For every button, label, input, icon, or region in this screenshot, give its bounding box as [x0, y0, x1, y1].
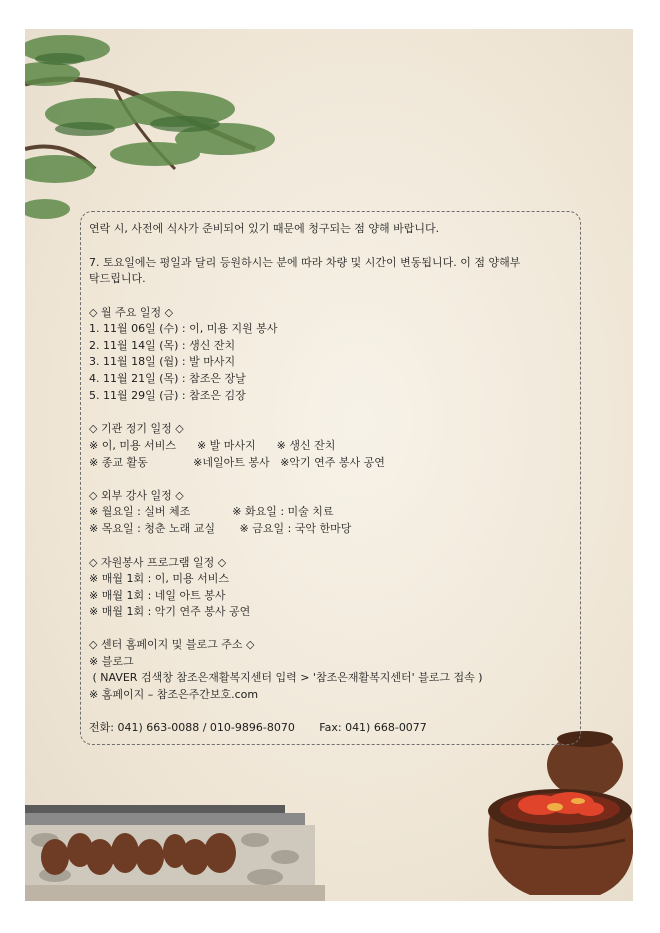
- external-row: ※ 월요일 : 실버 체조 ※ 화요일 : 미술 치료: [89, 505, 334, 518]
- schedule-box: [80, 211, 581, 745]
- agency-title: ◇ 기관 정기 일정 ◇: [89, 422, 184, 435]
- site-title: ◇ 센터 홈페이지 및 블로그 주소 ◇: [89, 638, 255, 651]
- blog-detail: ( NAVER 검색창 참조은재활복지센터 입력 > '참조은재활복지센터' 블로그 접속 ): [89, 671, 483, 684]
- volunteer-item: ※ 매월 1회 : 악기 연주 봉사 공연: [89, 605, 251, 618]
- external-row: ※ 목요일 : 청춘 노래 교실 ※ 금요일 : 국악 한마당: [89, 522, 352, 535]
- pine-tree-illustration: [25, 29, 285, 229]
- monthly-item: 2. 11월 14일 (목) : 생신 잔치: [89, 339, 236, 352]
- monthly-item: 5. 11월 29일 (금) : 참조은 김장: [89, 389, 246, 402]
- notice-line-1: 연락 시, 사전에 식사가 준비되어 있기 때문에 청구되는 점 양해 바랍니다.: [89, 222, 440, 235]
- kimchi-pot-illustration: [470, 725, 633, 901]
- homepage-link[interactable]: ※ 홈페이지 – 참조은주간보호.com: [89, 688, 259, 701]
- external-title: ◇ 외부 강사 일정 ◇: [89, 489, 184, 502]
- monthly-item: 4. 11월 21일 (목) : 참조은 장날: [89, 372, 246, 385]
- contact-line: 전화: 041) 663-0088 / 010-9896-8070 Fax: 041) 668-0077: [89, 721, 427, 734]
- notice-line-3: 탁드립니다.: [89, 272, 146, 285]
- blog-label: ※ 블로그: [89, 655, 134, 668]
- volunteer-item: ※ 매월 1회 : 이, 미용 서비스: [89, 572, 230, 585]
- monthly-item: 1. 11월 06일 (수) : 이, 미용 지원 봉사: [89, 322, 278, 335]
- volunteer-title: ◇ 자원봉사 프로그램 일정 ◇: [89, 556, 227, 569]
- monthly-title: ◇ 월 주요 일정 ◇: [89, 306, 174, 319]
- stone-wall-jars-illustration: [25, 795, 325, 901]
- volunteer-item: ※ 매월 1회 : 네일 아트 봉사: [89, 589, 226, 602]
- agency-row: ※ 이, 미용 서비스 ※ 발 마사지 ※ 생신 잔치: [89, 439, 336, 452]
- agency-row: ※ 종교 활동 ※네일아트 봉사 ※악기 연주 봉사 공연: [89, 456, 385, 469]
- monthly-item: 3. 11월 18일 (월) : 발 마사지: [89, 355, 236, 368]
- notice-line-2: 7. 토요일에는 평일과 달리 등원하시는 분에 따라 차량 및 시간이 변동됩니다. 이 점 양해부: [89, 256, 521, 269]
